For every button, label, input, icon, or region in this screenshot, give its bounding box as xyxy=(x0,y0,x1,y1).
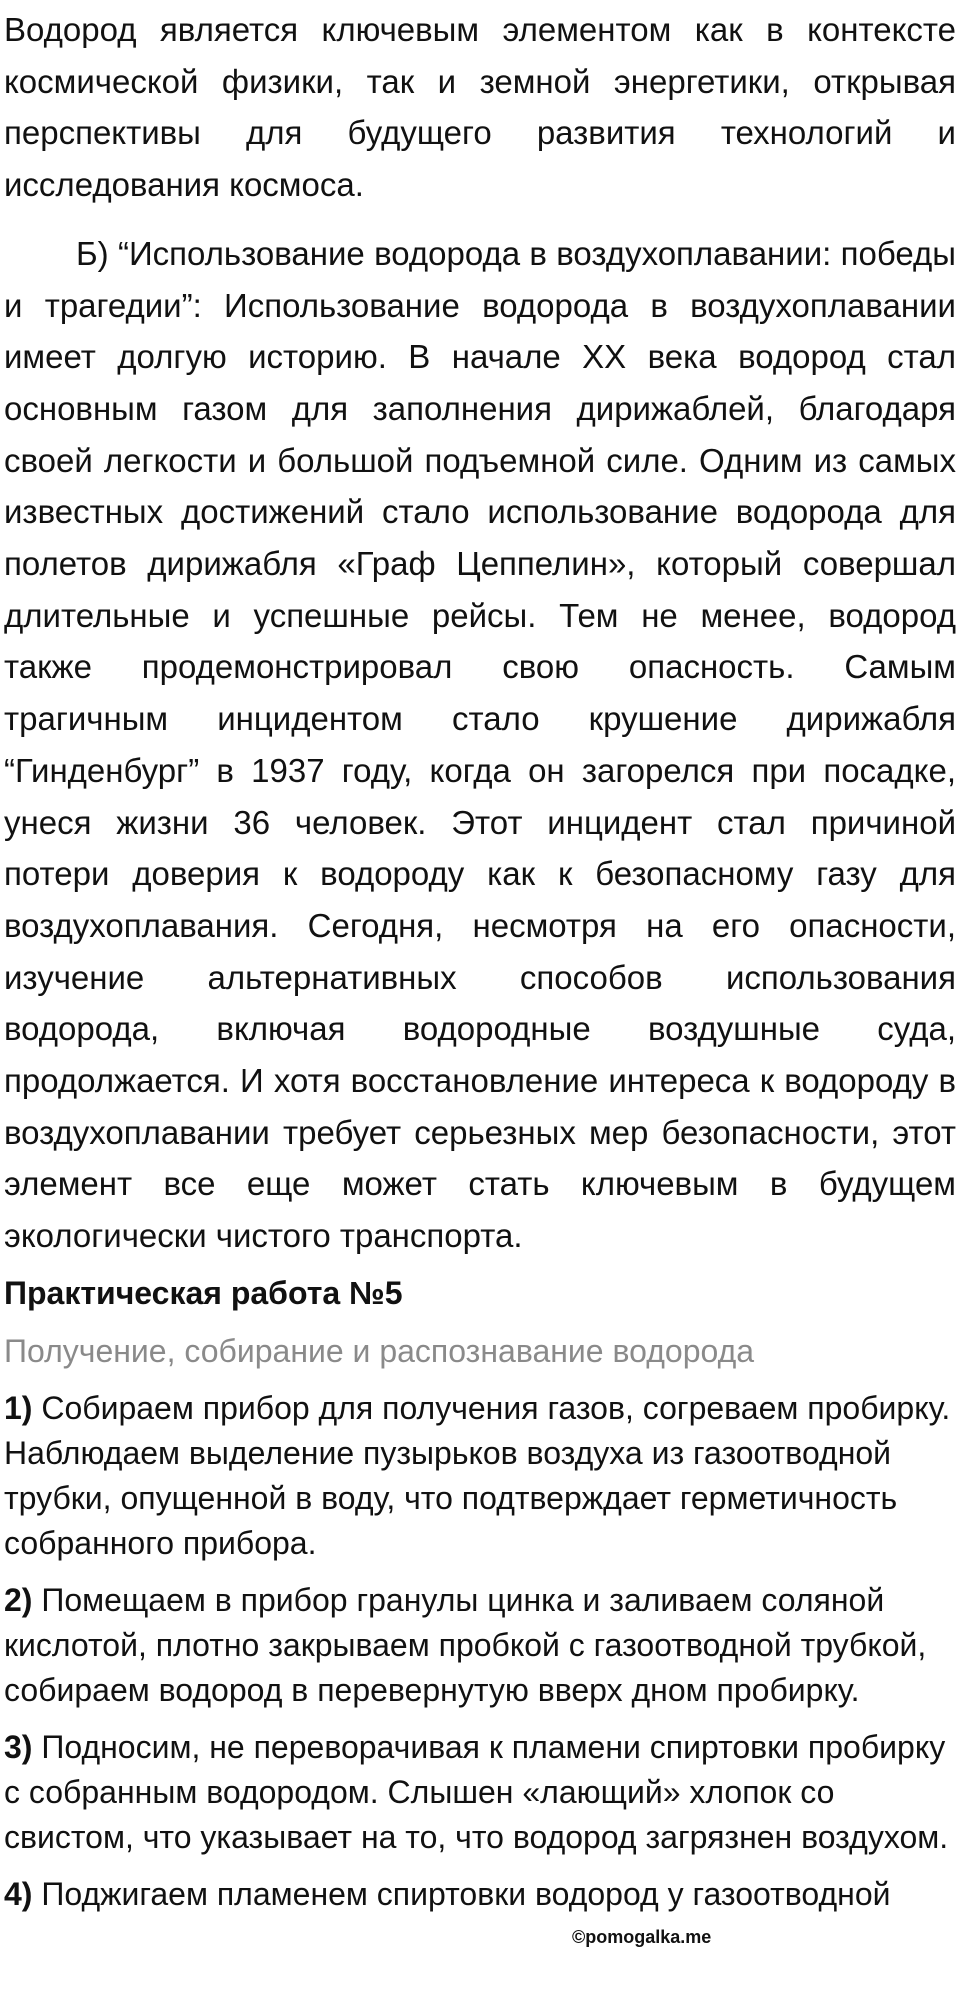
step-number: 3) xyxy=(4,1728,33,1765)
step-number: 4) xyxy=(4,1875,33,1912)
practical-work-subheading: Получение, собирание и распознавание водорода xyxy=(4,1332,755,1369)
watermark: ©pomogalka.me xyxy=(572,1927,712,1947)
step-2 xyxy=(4,1578,956,1713)
intro-paragraph: Водород является ключевым элементом как в контексте космической физики, так и земной энергетики, открывая перспективы для будущего развития технологий и исследования космоса. xyxy=(4,11,956,204)
step-text: Подносим, не переворачивая к пламени спиртовки пробирку с собранным водородом. Слышен «лающий» хлопок со свистом, что указывает на то, что водород загрязнен воздухом. xyxy=(4,1728,949,1855)
step-3 xyxy=(4,1725,956,1860)
step-text: Собираем прибор для получения газов, согреваем пробирку. Наблюдаем выделение пузырьков воздуха из газоотводной трубки, опущенной в воду, что подтверждает герметичность собранного прибора. xyxy=(4,1389,951,1561)
step-number: 2) xyxy=(4,1581,33,1618)
step-4 xyxy=(4,1872,956,1917)
step-text: Поджигаем пламенем спиртовки водород у газоотводной xyxy=(32,1875,891,1912)
practical-work-heading: Практическая работа №5 xyxy=(4,1274,403,1311)
step-1 xyxy=(4,1386,956,1566)
step-text: Помещаем в прибор гранулы цинка и заливаем соляной кислотой, плотно закрываем пробкой с газоотводной трубкой, собираем водород в перевернутую вверх дном пробирку. xyxy=(4,1581,927,1708)
step-number: 1) xyxy=(4,1389,33,1426)
section-b-paragraph: Б) “Использование водорода в воздухоплавании: победы и трагедии”: Использование водорода в воздухоплавании имеет долгую историю. В начале XX века водород стал основным газом для заполнения дирижаблей, благодаря своей легкости и большой подъемной силе. Одним из самых известных достижений стало использование водорода для полетов дирижабля «Граф Цеппелин», который совершал длительные и успешные рейсы. Тем не менее, водород также продемонстрировал свою опасность. Самым трагичным инцидентом стало крушение дирижабля “Гинденбург” в 1937 году, когда он загорелся при посадке, унеся жизни 36 человек. Этот инцидент стал причиной потери доверия к водороду как к безопасному газу для воздухоплавания. Сегодня, несмотря на его опасности, изучение альтернативных способов использования водорода, включая водородные воздушные суда, продолжается. И хотя восстановление интереса к водороду в воздухоплавании требует серьезных мер безопасности, этот элемент все еще может стать ключевым в будущем экологически чистого транспорта. xyxy=(4,234,956,1255)
